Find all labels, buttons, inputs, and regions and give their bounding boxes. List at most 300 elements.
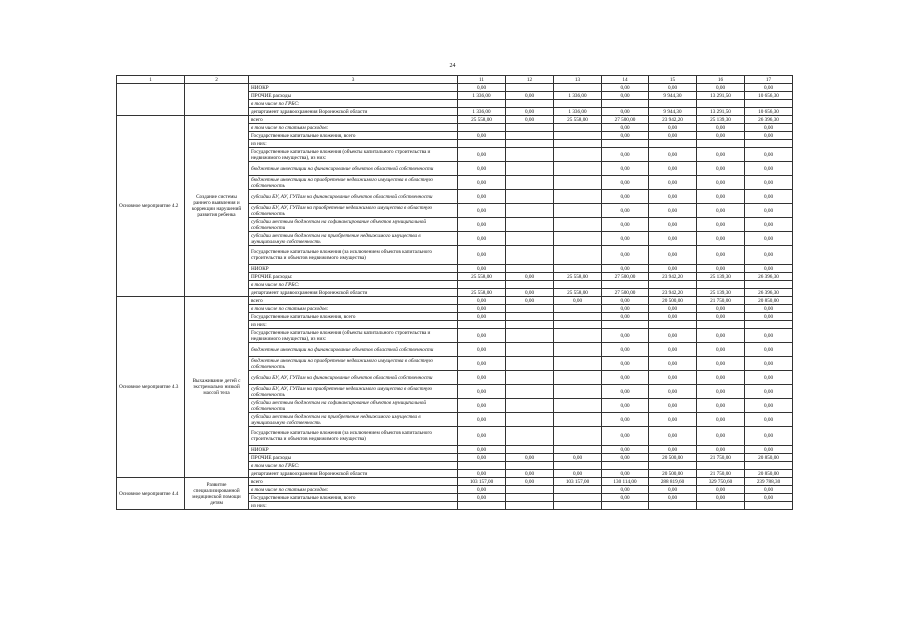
row-label: Государственные капитальные вложения, всего [249, 132, 458, 140]
measure-code: Основное мероприятие 4.2 [117, 116, 185, 297]
amount-cell: 0,00 [697, 265, 745, 273]
column-header: 2 [185, 76, 249, 84]
amount-cell: 0,00 [745, 329, 793, 343]
amount-cell: 288 819,60 [649, 478, 697, 486]
amount-cell [602, 140, 649, 148]
column-header: 1 [117, 76, 185, 84]
row-label: всего [249, 116, 458, 124]
amount-cell: 0,00 [458, 132, 506, 140]
amount-cell [554, 357, 602, 371]
row-label: Государственные капитальные вложения (за исключением объектов капитального строительства и объектов недвижимого имущества) [249, 246, 458, 265]
amount-cell [554, 305, 602, 313]
amount-cell: 0,00 [697, 494, 745, 502]
amount-cell [458, 100, 506, 108]
row-label: в том числе по ГРБС: [249, 281, 458, 289]
amount-cell: 10 656,30 [745, 108, 793, 116]
amount-cell [554, 204, 602, 218]
amount-cell: 20 850,00 [745, 454, 793, 462]
amount-cell [745, 281, 793, 289]
amount-cell: 0,00 [458, 343, 506, 357]
amount-cell [506, 321, 554, 329]
amount-cell: 0,00 [649, 84, 697, 92]
amount-cell: 1 336,00 [458, 108, 506, 116]
amount-cell: 21 750,00 [697, 454, 745, 462]
amount-cell: 25 139,30 [697, 289, 745, 297]
amount-cell [554, 265, 602, 273]
amount-cell [506, 176, 554, 190]
amount-cell: 0,00 [602, 494, 649, 502]
amount-cell: 25 558,00 [554, 116, 602, 124]
amount-cell: 23 942,20 [649, 116, 697, 124]
amount-cell [554, 281, 602, 289]
row-label: ПРОЧИЕ расходы [249, 454, 458, 462]
amount-cell: 20 500,00 [649, 470, 697, 478]
amount-cell [506, 313, 554, 321]
amount-cell [649, 462, 697, 470]
amount-cell: 20 850,00 [745, 470, 793, 478]
amount-cell: 0,00 [458, 413, 506, 427]
column-header: 16 [697, 76, 745, 84]
amount-cell: 0,00 [506, 297, 554, 305]
amount-cell [506, 281, 554, 289]
amount-cell: 0,00 [649, 385, 697, 399]
amount-cell [697, 140, 745, 148]
amount-cell: 0,00 [745, 399, 793, 413]
row-label: субсидии БУ, АУ, ГУПам на финансирование объектов областной собственности [249, 190, 458, 204]
table-row [117, 116, 793, 124]
amount-cell: 25 558,00 [458, 289, 506, 297]
amount-cell: 0,00 [602, 357, 649, 371]
amount-cell: 0,00 [745, 427, 793, 446]
amount-cell: 0,00 [745, 218, 793, 232]
amount-cell: 0,00 [458, 357, 506, 371]
amount-cell [554, 190, 602, 204]
amount-cell [554, 84, 602, 92]
row-label: департамент здравоохранения Воронежской области [249, 108, 458, 116]
amount-cell: 0,00 [554, 454, 602, 462]
amount-cell: 0,00 [745, 132, 793, 140]
row-label: Государственные капитальные вложения (за исключением объектов капитального строительства и объектов недвижимого имущества) [249, 427, 458, 446]
amount-cell [649, 321, 697, 329]
amount-cell: 0,00 [458, 176, 506, 190]
header-row [117, 76, 793, 84]
amount-cell: 0,00 [697, 385, 745, 399]
amount-cell: 0,00 [697, 399, 745, 413]
amount-cell [554, 399, 602, 413]
blank-cell-2 [185, 84, 249, 116]
amount-cell: 0,00 [506, 116, 554, 124]
amount-cell [554, 148, 602, 162]
measure-name: Создание системы раннего выявления и коррекции нарушений развития ребенка [185, 116, 249, 297]
amount-cell: 0,00 [697, 305, 745, 313]
amount-cell: 0,00 [506, 108, 554, 116]
amount-cell: 0,00 [745, 162, 793, 176]
amount-cell [554, 232, 602, 246]
amount-cell: 0,00 [649, 427, 697, 446]
amount-cell: 9 944,30 [649, 108, 697, 116]
amount-cell [554, 140, 602, 148]
amount-cell [602, 100, 649, 108]
amount-cell: 21 750,00 [697, 470, 745, 478]
amount-cell: 0,00 [649, 162, 697, 176]
amount-cell: 0,00 [649, 265, 697, 273]
amount-cell [506, 148, 554, 162]
amount-cell: 329 750,60 [697, 478, 745, 486]
amount-cell: 0,00 [649, 399, 697, 413]
column-header: 12 [506, 76, 554, 84]
amount-cell: 0,00 [602, 446, 649, 454]
amount-cell: 0,00 [745, 265, 793, 273]
row-label: всего [249, 297, 458, 305]
amount-cell [554, 329, 602, 343]
amount-cell [649, 100, 697, 108]
amount-cell [554, 313, 602, 321]
table-row [117, 478, 793, 486]
amount-cell: 0,00 [697, 148, 745, 162]
amount-cell [602, 462, 649, 470]
column-header: 15 [649, 76, 697, 84]
amount-cell: 0,00 [745, 413, 793, 427]
row-label: субсидии местным бюджетам на софинансирование объектов муниципальной собственности [249, 218, 458, 232]
amount-cell: 0,00 [697, 357, 745, 371]
row-label: субсидии местным бюджетам на приобретение недвижимого имущества в муниципальную собственность [249, 232, 458, 246]
amount-cell: 0,00 [745, 246, 793, 265]
amount-cell [697, 100, 745, 108]
amount-cell: 0,00 [697, 132, 745, 140]
amount-cell: 0,00 [506, 92, 554, 100]
amount-cell: 25 558,00 [458, 273, 506, 281]
amount-cell: 25 139,30 [697, 116, 745, 124]
amount-cell: 0,00 [697, 218, 745, 232]
amount-cell: 0,00 [458, 246, 506, 265]
table-row [117, 84, 793, 92]
amount-cell: 0,00 [745, 148, 793, 162]
amount-cell: 0,00 [649, 446, 697, 454]
amount-cell: 21 750,00 [697, 297, 745, 305]
amount-cell: 0,00 [602, 343, 649, 357]
amount-cell: 0,00 [602, 470, 649, 478]
amount-cell [458, 281, 506, 289]
amount-cell: 0,00 [458, 446, 506, 454]
amount-cell: 0,00 [506, 470, 554, 478]
amount-cell: 27 500,00 [602, 116, 649, 124]
amount-cell: 25 558,00 [554, 289, 602, 297]
amount-cell: 0,00 [458, 470, 506, 478]
amount-cell: 0,00 [697, 413, 745, 427]
column-header: 13 [554, 76, 602, 84]
row-label: НИОКР [249, 265, 458, 273]
amount-cell: 10 656,30 [745, 92, 793, 100]
amount-cell: 0,00 [649, 246, 697, 265]
amount-cell [506, 132, 554, 140]
amount-cell: 0,00 [649, 132, 697, 140]
amount-cell: 26 396,30 [745, 273, 793, 281]
amount-cell: 0,00 [697, 446, 745, 454]
amount-cell: 0,00 [458, 265, 506, 273]
row-label: НИОКР [249, 446, 458, 454]
amount-cell: 0,00 [602, 108, 649, 116]
amount-cell: 0,00 [458, 371, 506, 385]
amount-cell: 0,00 [745, 176, 793, 190]
amount-cell: 1 336,00 [554, 108, 602, 116]
amount-cell [649, 502, 697, 510]
row-label: бюджетные инвестиции на финансирование объектов областной собственности [249, 162, 458, 176]
amount-cell: 25 558,00 [554, 273, 602, 281]
amount-cell: 0,00 [649, 329, 697, 343]
column-header: 14 [602, 76, 649, 84]
amount-cell: 0,00 [649, 218, 697, 232]
row-label: департамент здравоохранения Воронежской области [249, 470, 458, 478]
amount-cell: 0,00 [649, 124, 697, 132]
amount-cell [506, 124, 554, 132]
amount-cell: 0,00 [649, 343, 697, 357]
amount-cell: 0,00 [458, 218, 506, 232]
amount-cell: 0,00 [602, 413, 649, 427]
amount-cell: 20 500,00 [649, 297, 697, 305]
amount-cell: 0,00 [745, 124, 793, 132]
amount-cell [506, 246, 554, 265]
amount-cell: 0,00 [602, 162, 649, 176]
amount-cell: 13 291,50 [697, 108, 745, 116]
amount-cell: 0,00 [458, 454, 506, 462]
amount-cell: 25 139,30 [697, 273, 745, 281]
column-header: 3 [249, 76, 458, 84]
row-label: департамент здравоохранения Воронежской области [249, 289, 458, 297]
amount-cell: 0,00 [602, 190, 649, 204]
amount-cell: 0,00 [602, 454, 649, 462]
amount-cell [602, 281, 649, 289]
amount-cell: 0,00 [602, 297, 649, 305]
amount-cell: 0,00 [745, 494, 793, 502]
amount-cell [554, 385, 602, 399]
amount-cell [506, 190, 554, 204]
amount-cell: 0,00 [506, 454, 554, 462]
amount-cell: 0,00 [602, 124, 649, 132]
amount-cell [506, 413, 554, 427]
amount-cell: 23 942,20 [649, 289, 697, 297]
amount-cell: 0,00 [745, 357, 793, 371]
amount-cell [697, 502, 745, 510]
amount-cell: 20 500,00 [649, 454, 697, 462]
amount-cell: 0,00 [554, 297, 602, 305]
amount-cell: 0,00 [649, 486, 697, 494]
amount-cell [554, 124, 602, 132]
row-label: Государственные капитальные вложения, всего [249, 494, 458, 502]
amount-cell: 0,00 [745, 204, 793, 218]
amount-cell: 0,00 [458, 190, 506, 204]
row-label: в том числе по статьям расходов: [249, 124, 458, 132]
amount-cell: 0,00 [602, 176, 649, 190]
amount-cell: 0,00 [649, 313, 697, 321]
amount-cell: 0,00 [458, 305, 506, 313]
amount-cell: 0,00 [745, 232, 793, 246]
amount-cell: 0,00 [602, 371, 649, 385]
amount-cell: 0,00 [745, 371, 793, 385]
amount-cell: 130 114,00 [602, 478, 649, 486]
amount-cell: 0,00 [602, 305, 649, 313]
amount-cell [554, 162, 602, 176]
amount-cell: 13 291,50 [697, 92, 745, 100]
row-label: НИОКР [249, 84, 458, 92]
amount-cell: 0,00 [697, 190, 745, 204]
amount-cell [506, 385, 554, 399]
amount-cell: 0,00 [602, 385, 649, 399]
row-label: в том числе по статьям расходов: [249, 305, 458, 313]
amount-cell: 0,00 [602, 148, 649, 162]
amount-cell: 0,00 [602, 218, 649, 232]
row-label: субсидии местным бюджетам на приобретение недвижимого имущества в муниципальную собственность [249, 413, 458, 427]
amount-cell: 0,00 [697, 313, 745, 321]
amount-cell [554, 486, 602, 494]
amount-cell [554, 100, 602, 108]
amount-cell [458, 321, 506, 329]
amount-cell: 25 558,00 [458, 116, 506, 124]
amount-cell: 0,00 [649, 204, 697, 218]
amount-cell: 0,00 [649, 371, 697, 385]
row-label: в том числе по ГРБС: [249, 462, 458, 470]
amount-cell [506, 446, 554, 454]
amount-cell [506, 265, 554, 273]
amount-cell: 0,00 [745, 305, 793, 313]
amount-cell: 0,00 [697, 84, 745, 92]
amount-cell [554, 246, 602, 265]
amount-cell: 0,00 [602, 427, 649, 446]
amount-cell [554, 176, 602, 190]
amount-cell [506, 371, 554, 385]
row-label: из них: [249, 502, 458, 510]
amount-cell: 20 850,00 [745, 297, 793, 305]
amount-cell [506, 305, 554, 313]
amount-cell [554, 321, 602, 329]
row-label: Государственные капитальные вложения (объекты капитального строительства и недвижимого имущества), из них: [249, 329, 458, 343]
amount-cell [554, 371, 602, 385]
amount-cell: 0,00 [745, 313, 793, 321]
amount-cell: 0,00 [458, 84, 506, 92]
amount-cell: 0,00 [697, 486, 745, 494]
amount-cell: 9 944,30 [649, 92, 697, 100]
amount-cell [745, 100, 793, 108]
amount-cell: 0,00 [458, 427, 506, 446]
blank-cell-1 [117, 84, 185, 116]
table-row [117, 297, 793, 305]
amount-cell [554, 446, 602, 454]
row-label: бюджетные инвестиции на финансирование объектов областной собственности [249, 343, 458, 357]
amount-cell [506, 140, 554, 148]
amount-cell: 0,00 [745, 343, 793, 357]
row-label: ПРОЧИЕ расходы: [249, 273, 458, 281]
amount-cell: 0,00 [649, 494, 697, 502]
amount-cell: 0,00 [458, 297, 506, 305]
amount-cell [554, 427, 602, 446]
amount-cell: 0,00 [745, 446, 793, 454]
amount-cell [458, 124, 506, 132]
amount-cell [506, 427, 554, 446]
amount-cell [745, 140, 793, 148]
amount-cell [506, 162, 554, 176]
amount-cell [554, 218, 602, 232]
amount-cell: 0,00 [458, 313, 506, 321]
amount-cell [745, 321, 793, 329]
measure-name: Развитие специализированной медицинской помощи детям [185, 478, 249, 510]
amount-cell [506, 494, 554, 502]
amount-cell [458, 502, 506, 510]
amount-cell: 0,00 [745, 385, 793, 399]
amount-cell: 0,00 [697, 329, 745, 343]
amount-cell: 27 500,00 [602, 289, 649, 297]
amount-cell [649, 281, 697, 289]
row-label: субсидии БУ, АУ, ГУПам на приобретение недвижимого имущества в областную собственность [249, 385, 458, 399]
amount-cell [554, 494, 602, 502]
amount-cell: 0,00 [745, 84, 793, 92]
measure-name: Выхаживание детей с экстремально низкой массой тела [185, 297, 249, 478]
amount-cell [602, 321, 649, 329]
measure-code: Основное мероприятие 4.4 [117, 478, 185, 510]
amount-cell [554, 413, 602, 427]
amount-cell [506, 502, 554, 510]
amount-cell: 0,00 [602, 232, 649, 246]
amount-cell [506, 218, 554, 232]
row-label: субсидии БУ, АУ, ГУПам на финансирование объектов областной собственности [249, 371, 458, 385]
amount-cell: 0,00 [602, 265, 649, 273]
amount-cell: 0,00 [697, 162, 745, 176]
amount-cell: 0,00 [602, 132, 649, 140]
amount-cell: 0,00 [458, 399, 506, 413]
row-label: в том числе по ГРБС: [249, 100, 458, 108]
amount-cell: 0,00 [458, 148, 506, 162]
amount-cell: 0,00 [506, 273, 554, 281]
measure-code: Основное мероприятие 4.3 [117, 297, 185, 478]
row-label: из них: [249, 321, 458, 329]
amount-cell: 0,00 [745, 486, 793, 494]
amount-cell: 0,00 [697, 427, 745, 446]
amount-cell [506, 462, 554, 470]
amount-cell: 0,00 [697, 124, 745, 132]
amount-cell: 0,00 [554, 470, 602, 478]
amount-cell [506, 204, 554, 218]
amount-cell: 0,00 [506, 289, 554, 297]
row-label: ПРОЧИЕ расходы [249, 92, 458, 100]
amount-cell: 0,00 [649, 190, 697, 204]
amount-cell: 26 396,30 [745, 116, 793, 124]
amount-cell [506, 232, 554, 246]
amount-cell: 0,00 [649, 357, 697, 371]
amount-cell: 0,00 [506, 478, 554, 486]
amount-cell [458, 462, 506, 470]
amount-cell: 0,00 [697, 343, 745, 357]
row-label: из них: [249, 140, 458, 148]
amount-cell [697, 462, 745, 470]
amount-cell: 0,00 [697, 232, 745, 246]
amount-cell [554, 132, 602, 140]
amount-cell: 1 336,00 [554, 92, 602, 100]
amount-cell [745, 502, 793, 510]
amount-cell [506, 84, 554, 92]
amount-cell: 0,00 [602, 329, 649, 343]
amount-cell [649, 140, 697, 148]
amount-cell: 0,00 [602, 84, 649, 92]
row-label: Государственные капитальные вложения (объекты капитального строительства и недвижимого имущества), из них: [249, 148, 458, 162]
amount-cell: 0,00 [458, 162, 506, 176]
amount-cell [697, 281, 745, 289]
amount-cell: 103 157,00 [554, 478, 602, 486]
amount-cell: 0,00 [697, 371, 745, 385]
row-label: субсидии БУ, АУ, ГУПам на приобретение недвижимого имущества в областную собственность [249, 204, 458, 218]
amount-cell [554, 462, 602, 470]
amount-cell [554, 343, 602, 357]
amount-cell: 0,00 [602, 399, 649, 413]
amount-cell: 0,00 [602, 204, 649, 218]
amount-cell [506, 486, 554, 494]
